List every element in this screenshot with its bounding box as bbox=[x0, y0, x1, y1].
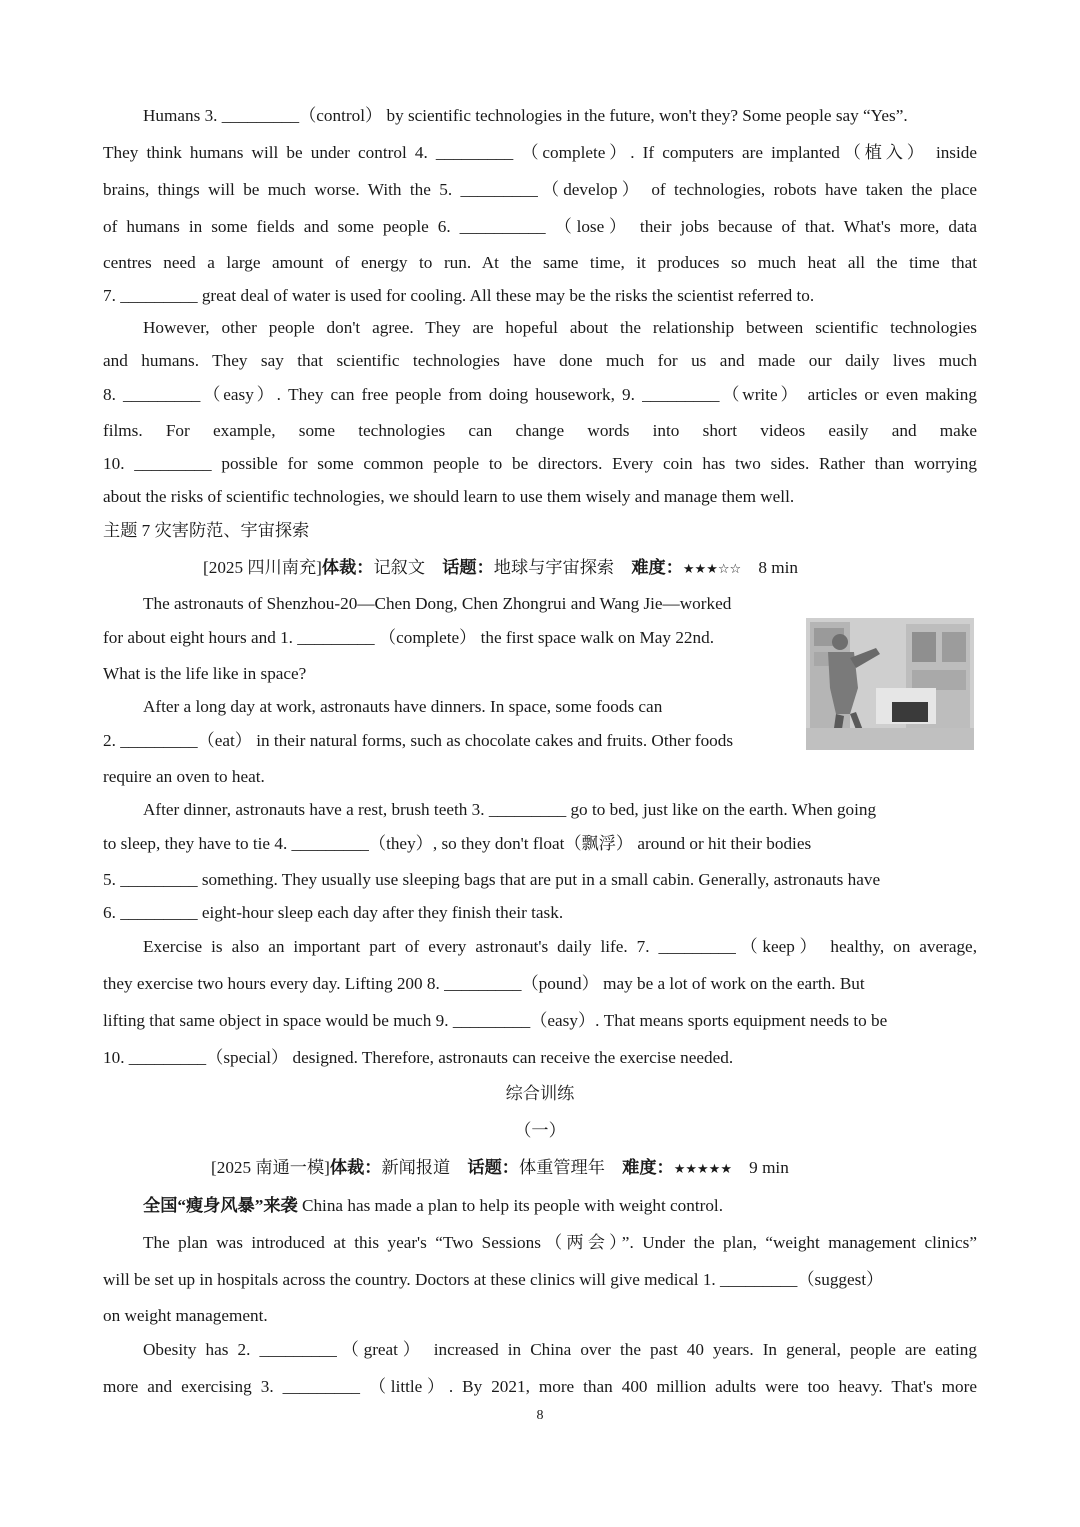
passage2-line: The astronauts of Shenzhou-20—Chen Dong, Chen Zhongrui and Wang Jie—worked bbox=[143, 594, 732, 613]
passage2-line: for about eight hours and 1. _________ （complete） the first space walk on May 22nd. bbox=[103, 628, 714, 647]
passage3-line: will be set up in hospitals across the country. Doctors at these clinics will give medical 1. _________（suggest） bbox=[103, 1270, 884, 1289]
topic-label: 话题： bbox=[442, 558, 494, 577]
passage2-line: Exercise is also an important part of every astronaut's daily life. 7. _________（keep） healthy, on average, bbox=[143, 937, 977, 956]
passage1-line: and humans. They say that scientific technologies have done much for us and made our daily lives much bbox=[103, 351, 977, 370]
exercise-source: [2025 南通一模] bbox=[211, 1158, 330, 1177]
passage2-line: After dinner, astronauts have a rest, brush teeth 3. _________ go to bed, just like on the earth. When going bbox=[143, 800, 877, 819]
genre-label: 体裁： bbox=[329, 1158, 382, 1177]
headline-cn: 全国“瘦身风暴”来袭 bbox=[143, 1196, 298, 1215]
headline-en: China has made a plan to help its people with weight control. bbox=[302, 1196, 724, 1215]
passage1-line: films. For example, some technologies can change words into short videos easily and make bbox=[103, 421, 977, 440]
difficulty-stars: ★★★★★ bbox=[673, 1162, 732, 1177]
passage2-line: they exercise two hours every day. Lifting 200 8. _________（pound） may be a lot of work on the earth. But bbox=[103, 974, 865, 993]
time-estimate: 8 min bbox=[758, 558, 798, 577]
passage3-line: on weight management. bbox=[103, 1306, 268, 1325]
passage1-line: 10. _________ possible for some common people to be directors. Every coin has two sides. Rather than worrying bbox=[103, 454, 977, 473]
exercise-source: [2025 四川南充] bbox=[203, 558, 322, 577]
passage2-line: require an oven to heat. bbox=[103, 767, 265, 786]
page-number: 8 bbox=[536, 1408, 544, 1423]
space-station-interior-image bbox=[806, 618, 974, 750]
passage2-line: to sleep, they have to tie 4. _________（they）, so they don't float（飘浮） around or hit their bodies bbox=[103, 834, 812, 853]
exercise-meta bbox=[203, 557, 798, 581]
exercise-meta bbox=[211, 1157, 789, 1181]
topic-value: 地球与宇宙探索 bbox=[493, 558, 615, 577]
passage2-line: 6. _________ eight-hour sleep each day after they finish their task. bbox=[103, 903, 564, 922]
passage3-line: Obesity has 2. _________（great） increased in China over the past 40 years. In general, people are eating bbox=[143, 1340, 977, 1359]
passage1-line: However, other people don't agree. They are hopeful about the relationship between scientific technologies bbox=[143, 318, 977, 337]
difficulty-label: 难度： bbox=[622, 1158, 674, 1177]
topic-label: 话题： bbox=[467, 1158, 519, 1177]
passage2-line: 5. _________ something. They usually use sleeping bags that are put in a small cabin. Generally, astronauts have bbox=[103, 870, 881, 889]
genre-value: 新闻报道 bbox=[381, 1158, 451, 1177]
passage3-headline bbox=[143, 1195, 723, 1217]
topic-heading: 主题 7 灾害防范、宇宙探索 bbox=[103, 521, 310, 540]
astronaut-photo bbox=[806, 618, 974, 750]
difficulty-label: 难度： bbox=[631, 558, 683, 577]
genre-value: 记叙文 bbox=[373, 558, 426, 577]
passage2-line: 10. _________（special） designed. Therefore, astronauts can receive the exercise needed. bbox=[103, 1048, 734, 1067]
passage3-line: more and exercising 3. _________ （little）. By 2021, more than 400 million adults were too heavy. That's more bbox=[103, 1377, 977, 1396]
section-number: （一） bbox=[514, 1121, 566, 1140]
passage1-line: Humans 3. _________（control） by scientific technologies in the future, won't they? Some people say “Yes”. bbox=[143, 106, 908, 125]
passage1-line: about the risks of scientific technologies, we should learn to use them wisely and manage them well. bbox=[103, 487, 795, 506]
passage1-line: centres need a large amount of energy to run. At the same time, it produces so much heat all the time that bbox=[103, 253, 977, 272]
time-estimate: 9 min bbox=[749, 1158, 789, 1177]
passage3-line: The plan was introduced at this year's “Two Sessions（两会）”. Under the plan, “weight management clinics” bbox=[143, 1233, 977, 1252]
difficulty-stars: ★★★☆☆ bbox=[682, 562, 742, 577]
section-title: 综合训练 bbox=[505, 1084, 575, 1103]
passage2-line: What is the life like in space? bbox=[103, 664, 307, 683]
passage2-line: After a long day at work, astronauts have dinners. In space, some foods can bbox=[143, 697, 663, 716]
passage2-line: 2. _________（eat） in their natural forms, such as chocolate cakes and fruits. Other foods bbox=[103, 731, 734, 750]
passage1-line: brains, things will be much worse. With the 5. _________（develop） of technologies, robots have taken the place bbox=[103, 180, 977, 199]
genre-label: 体裁： bbox=[321, 558, 374, 577]
passage1-line: of humans in some fields and some people 6. __________ （lose） their jobs because of that. What's more, data bbox=[103, 217, 977, 236]
passage2-line: lifting that same object in space would be much 9. _________（easy）. That means sports equipment needs to be bbox=[103, 1011, 888, 1030]
passage1-line: 7. _________ great deal of water is used for cooling. All these may be the risks the scientist referred to. bbox=[103, 286, 815, 305]
passage1-line: 8. _________（easy）. They can free people from doing housework, 9. _________（write） articles or even making bbox=[103, 385, 977, 404]
topic-value: 体重管理年 bbox=[518, 1158, 605, 1177]
passage1-line: They think humans will be under control 4. _________ （complete）. If computers are implanted（植入） inside bbox=[103, 143, 977, 162]
